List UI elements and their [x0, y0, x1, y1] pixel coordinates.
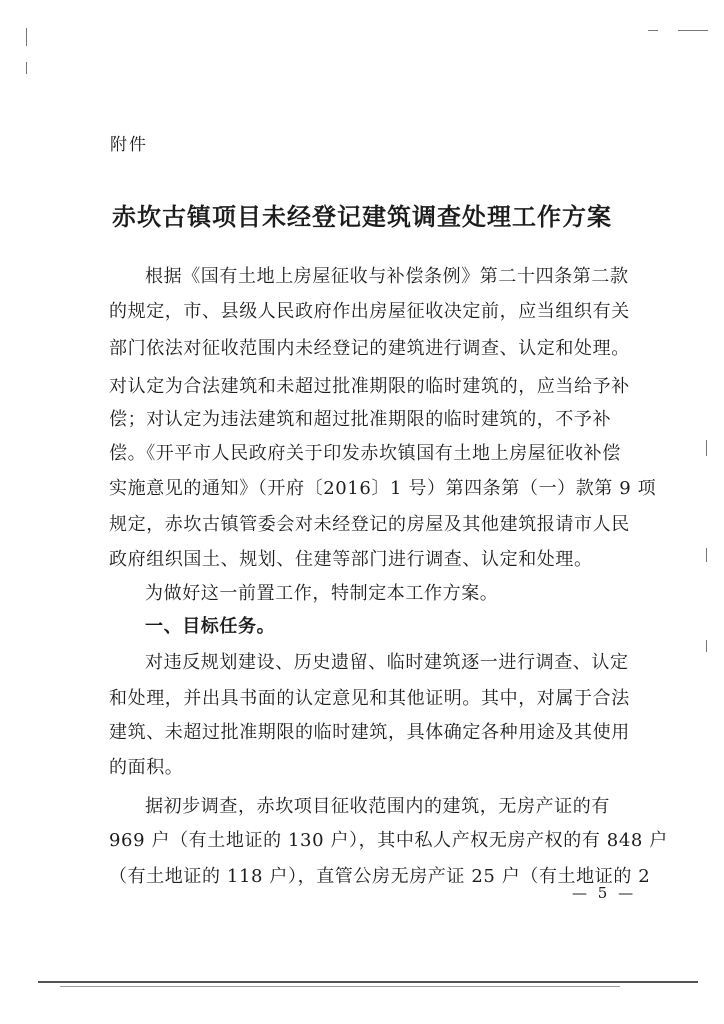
scan-edge-mark: [706, 640, 707, 652]
attachment-label: 附件: [110, 135, 148, 155]
scan-edge-mark: [706, 548, 707, 562]
page-number: — 5 —: [572, 884, 637, 902]
paragraph-line: 969 户（有土地证的 130 户），其中私人产权无房产权的有 848 户: [109, 830, 668, 851]
scan-bottom-line: [60, 986, 620, 987]
scan-edge-mark: [678, 30, 708, 31]
section-heading: 一、目标任务。: [145, 616, 276, 637]
document-title: 赤坎古镇项目未经登记建筑调查处理工作方案: [112, 202, 612, 231]
paragraph-line: 和处理，并出具书面的认定意见和其他证明。其中，对属于合法: [109, 688, 630, 709]
scan-bottom-line: [38, 981, 698, 983]
paragraph-line: 规定，赤坎古镇管委会对未经登记的房屋及其他建筑报请市人民: [109, 514, 630, 535]
paragraph-line: （有土地证的 118 户），直管公房无房产证 25 户（有土地证的 2: [109, 866, 651, 887]
paragraph-line: 对认定为合法建筑和未超过批准期限的临时建筑的，应当给予补: [109, 376, 630, 397]
paragraph-line: 的面积。: [109, 757, 184, 778]
scan-edge-mark: [706, 440, 707, 456]
paragraph-line: 根据《国有土地上房屋征收与补偿条例》第二十四条第二款: [145, 266, 629, 287]
scan-edge-mark: [648, 30, 658, 31]
paragraph-line: 部门依法对征收范围内未经登记的建筑进行调查、认定和处理。: [109, 338, 630, 359]
scan-edge-mark: [26, 62, 27, 74]
paragraph-line: 据初步调查，赤坎项目征收范围内的建筑，无房产证的有: [145, 796, 610, 817]
paragraph-line: 偿。《开平市人民政府关于印发赤坎镇国有土地上房屋征收补偿: [109, 443, 621, 464]
paragraph-line: 实施意见的通知》（开府〔2016〕1 号）第四条第（一）款第 9 项: [109, 478, 657, 499]
paragraph-line: 偿；对认定为违法建筑和超过批准期限的临时建筑的，不予补: [109, 409, 612, 430]
paragraph-line: 对违反规划建设、历史遗留、临时建筑逐一进行调查、认定: [145, 652, 629, 673]
scan-edge-mark: [26, 28, 27, 46]
paragraph-line: 政府组织国土、规划、住建等部门进行调查、认定和处理。: [109, 549, 593, 570]
paragraph-line: 的规定，市、县级人民政府作出房屋征收决定前，应当组织有关: [109, 301, 630, 322]
paragraph-line: 为做好这一前置工作，特制定本工作方案。: [145, 583, 499, 604]
paragraph-line: 建筑、未超过批准期限的临时建筑，具体确定各种用途及其使用: [109, 722, 630, 743]
